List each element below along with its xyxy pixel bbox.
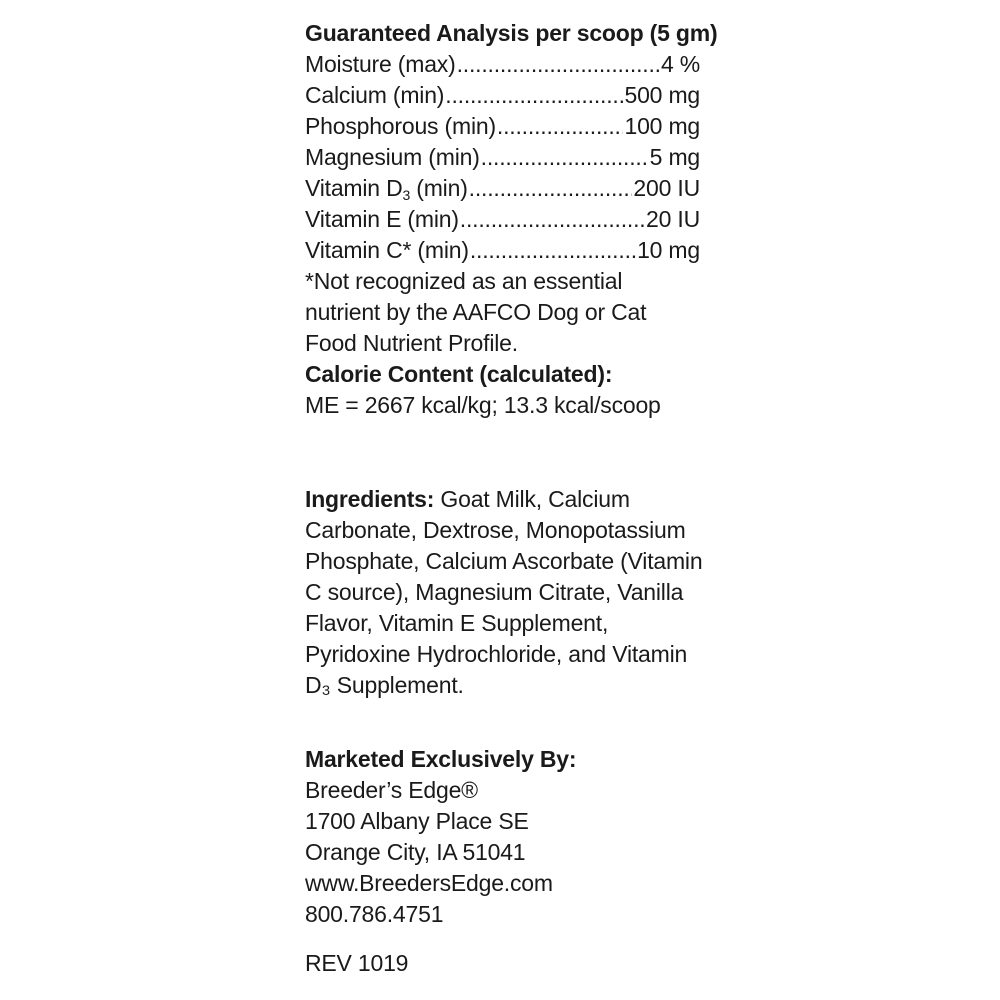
nutrient-value: 200 IU <box>633 175 700 201</box>
analysis-row-moisture <box>305 49 700 80</box>
nutrient-value: 4 % <box>660 51 700 77</box>
marketer-heading: Marketed Exclusively By: <box>305 746 577 772</box>
nutrient-value: 5 mg <box>649 144 700 170</box>
dot-leader <box>470 235 636 266</box>
dot-leader <box>469 173 633 204</box>
dot-leader <box>481 142 649 173</box>
analysis-row-calcium <box>305 80 700 111</box>
nutrient-value: 10 mg <box>637 237 700 263</box>
ingredients-heading: Ingredients: <box>305 486 435 512</box>
footnote-line: nutrient by the AAFCO Dog or Cat <box>305 299 647 325</box>
analysis-row-vitamin-e <box>305 204 700 235</box>
nutrient-name: Moisture (max) <box>305 51 456 77</box>
ingredients-text: Goat Milk, Calcium Carbonate, Dextrose, Monopotassium Phosphate, Calcium Ascorbate (Vitamin C source), Magnesium Citrate, Vanilla Flavor, Vitamin E Supplement, Pyridoxine Hydrochloride, and Vitamin D₃ Supplement. <box>305 486 703 698</box>
dot-leader <box>457 49 660 80</box>
dot-leader <box>497 111 624 142</box>
calorie-value: ME = 2667 kcal/kg; 13.3 kcal/scoop <box>305 392 661 418</box>
nutrient-value: 500 mg <box>624 82 700 108</box>
nutrient-value: 100 mg <box>624 113 700 139</box>
revision-code: REV 1019 <box>305 950 409 976</box>
ingredients-section <box>305 484 705 701</box>
marketer-street: 1700 Albany Place SE <box>305 808 529 834</box>
dot-leader <box>460 204 645 235</box>
nutrient-name: Vitamin E (min) <box>305 206 459 232</box>
analysis-row-phosphorous <box>305 111 700 142</box>
nutrient-name: Calcium (min) <box>305 82 445 108</box>
nutrient-name: Magnesium (min) <box>305 144 480 170</box>
analysis-row-vitamin-d3 <box>305 173 700 204</box>
ingredients-paragraph <box>305 484 705 701</box>
marketer-phone: 800.786.4751 <box>305 901 444 927</box>
nutrient-name: Vitamin C* (min) <box>305 237 469 263</box>
analysis-row-magnesium <box>305 142 700 173</box>
nutrient-name: Phosphorous (min) <box>305 113 496 139</box>
guaranteed-analysis-section <box>305 18 718 421</box>
calorie-heading: Calorie Content (calculated): <box>305 361 613 387</box>
nutrient-value: 20 IU <box>646 206 700 232</box>
dot-leader <box>445 80 623 111</box>
analysis-row-vitamin-c <box>305 235 700 266</box>
footnote-line: Food Nutrient Profile. <box>305 330 518 356</box>
analysis-heading: Guaranteed Analysis per scoop (5 gm) <box>305 20 718 46</box>
nutrient-name <box>305 173 468 204</box>
marketer-brand: Breeder’s Edge® <box>305 777 478 803</box>
nutrient-name-prefix: Vitamin D <box>305 175 403 201</box>
nutrient-name-subscript: 3 <box>402 187 411 203</box>
nutrient-name-suffix: (min) <box>410 175 468 201</box>
marketer-section <box>305 744 700 930</box>
marketer-city: Orange City, IA 51041 <box>305 839 526 865</box>
marketer-website: www.BreedersEdge.com <box>305 870 553 896</box>
footnote-line: *Not recognized as an essential <box>305 268 623 294</box>
